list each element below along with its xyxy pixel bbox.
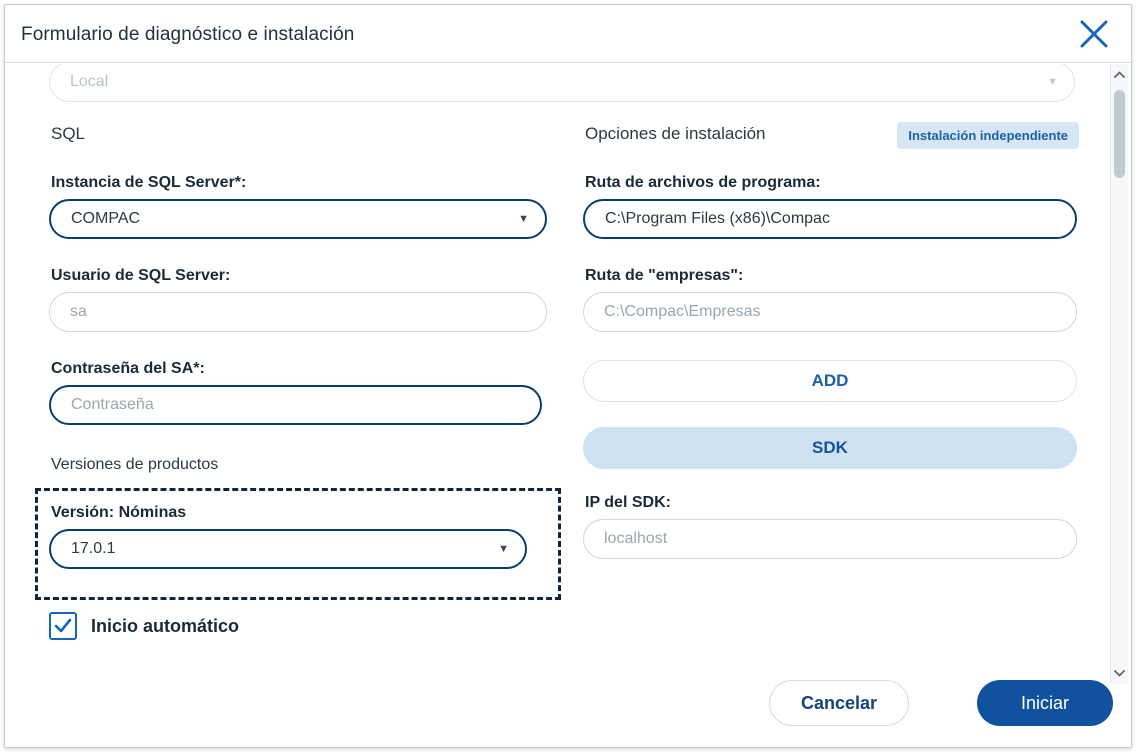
scrollbar-thumb[interactable] [1114, 90, 1125, 178]
dialog-window [4, 4, 1132, 748]
version-nominas-select[interactable] [49, 529, 527, 569]
sql-user-input[interactable] [49, 292, 547, 332]
sql-instance-label: Instancia de SQL Server*: [51, 174, 247, 191]
sql-user-label: Usuario de SQL Server: [51, 267, 231, 284]
version-nominas-value: 17.0.1 [71, 540, 116, 557]
chevron-down-icon: ▼ [518, 213, 529, 225]
sql-section-title: SQL [51, 124, 86, 143]
autostart-checkbox[interactable] [49, 612, 77, 640]
program-path-value: C:\Program Files (x86)\Compac [605, 210, 830, 227]
dialog-title: Formulario de diagnóstico e instalación [21, 24, 355, 45]
vertical-scrollbar[interactable] [1110, 64, 1128, 684]
autostart-row [49, 612, 239, 640]
sql-user-placeholder: sa [70, 303, 87, 320]
sdk-button[interactable]: SDK [583, 427, 1077, 469]
sql-instance-field [49, 174, 547, 239]
close-icon[interactable] [1077, 17, 1111, 51]
program-path-input[interactable] [583, 199, 1077, 239]
dialog-footer [5, 662, 1132, 747]
install-mode-badge: Instalación independiente [897, 122, 1079, 149]
sa-password-input[interactable] [49, 385, 542, 425]
cancel-button[interactable]: Cancelar [769, 680, 909, 726]
program-path-field [583, 174, 1077, 239]
companies-path-placeholder: C:\Compac\Empresas [604, 303, 761, 320]
chevron-down-icon: ▼ [498, 543, 509, 555]
companies-path-label: Ruta de "empresas": [585, 267, 744, 284]
sql-instance-value: COMPAC [71, 210, 141, 227]
chevron-up-icon[interactable] [1111, 66, 1128, 84]
sdk-ip-input[interactable] [583, 519, 1077, 559]
location-select[interactable] [49, 64, 1075, 102]
version-nominas-label: Versión: Nóminas [51, 504, 187, 521]
sa-password-label: Contraseña del SA*: [51, 360, 205, 377]
product-versions-title: Versiones de productos [51, 456, 219, 473]
dialog-content [5, 64, 1132, 684]
sa-password-placeholder: Contraseña [71, 396, 154, 413]
location-select-value: Local [70, 73, 109, 90]
add-button[interactable]: ADD [583, 360, 1077, 402]
sa-password-field [49, 360, 542, 425]
sdk-ip-field [583, 494, 1077, 559]
install-options-title: Opciones de instalación [585, 124, 766, 143]
autostart-label: Inicio automático [91, 615, 240, 636]
sql-instance-select[interactable] [49, 199, 547, 239]
chevron-down-icon: ▼ [1047, 76, 1058, 88]
companies-path-field [583, 267, 1077, 332]
sdk-ip-label: IP del SDK: [585, 494, 671, 511]
sql-user-field [49, 267, 547, 332]
companies-path-input[interactable] [583, 292, 1077, 332]
sdk-ip-placeholder: localhost [604, 530, 668, 547]
program-path-label: Ruta de archivos de programa: [585, 174, 821, 191]
version-nominas-field [49, 504, 543, 569]
start-button[interactable]: Iniciar [977, 680, 1113, 726]
dialog-titlebar [5, 5, 1131, 63]
